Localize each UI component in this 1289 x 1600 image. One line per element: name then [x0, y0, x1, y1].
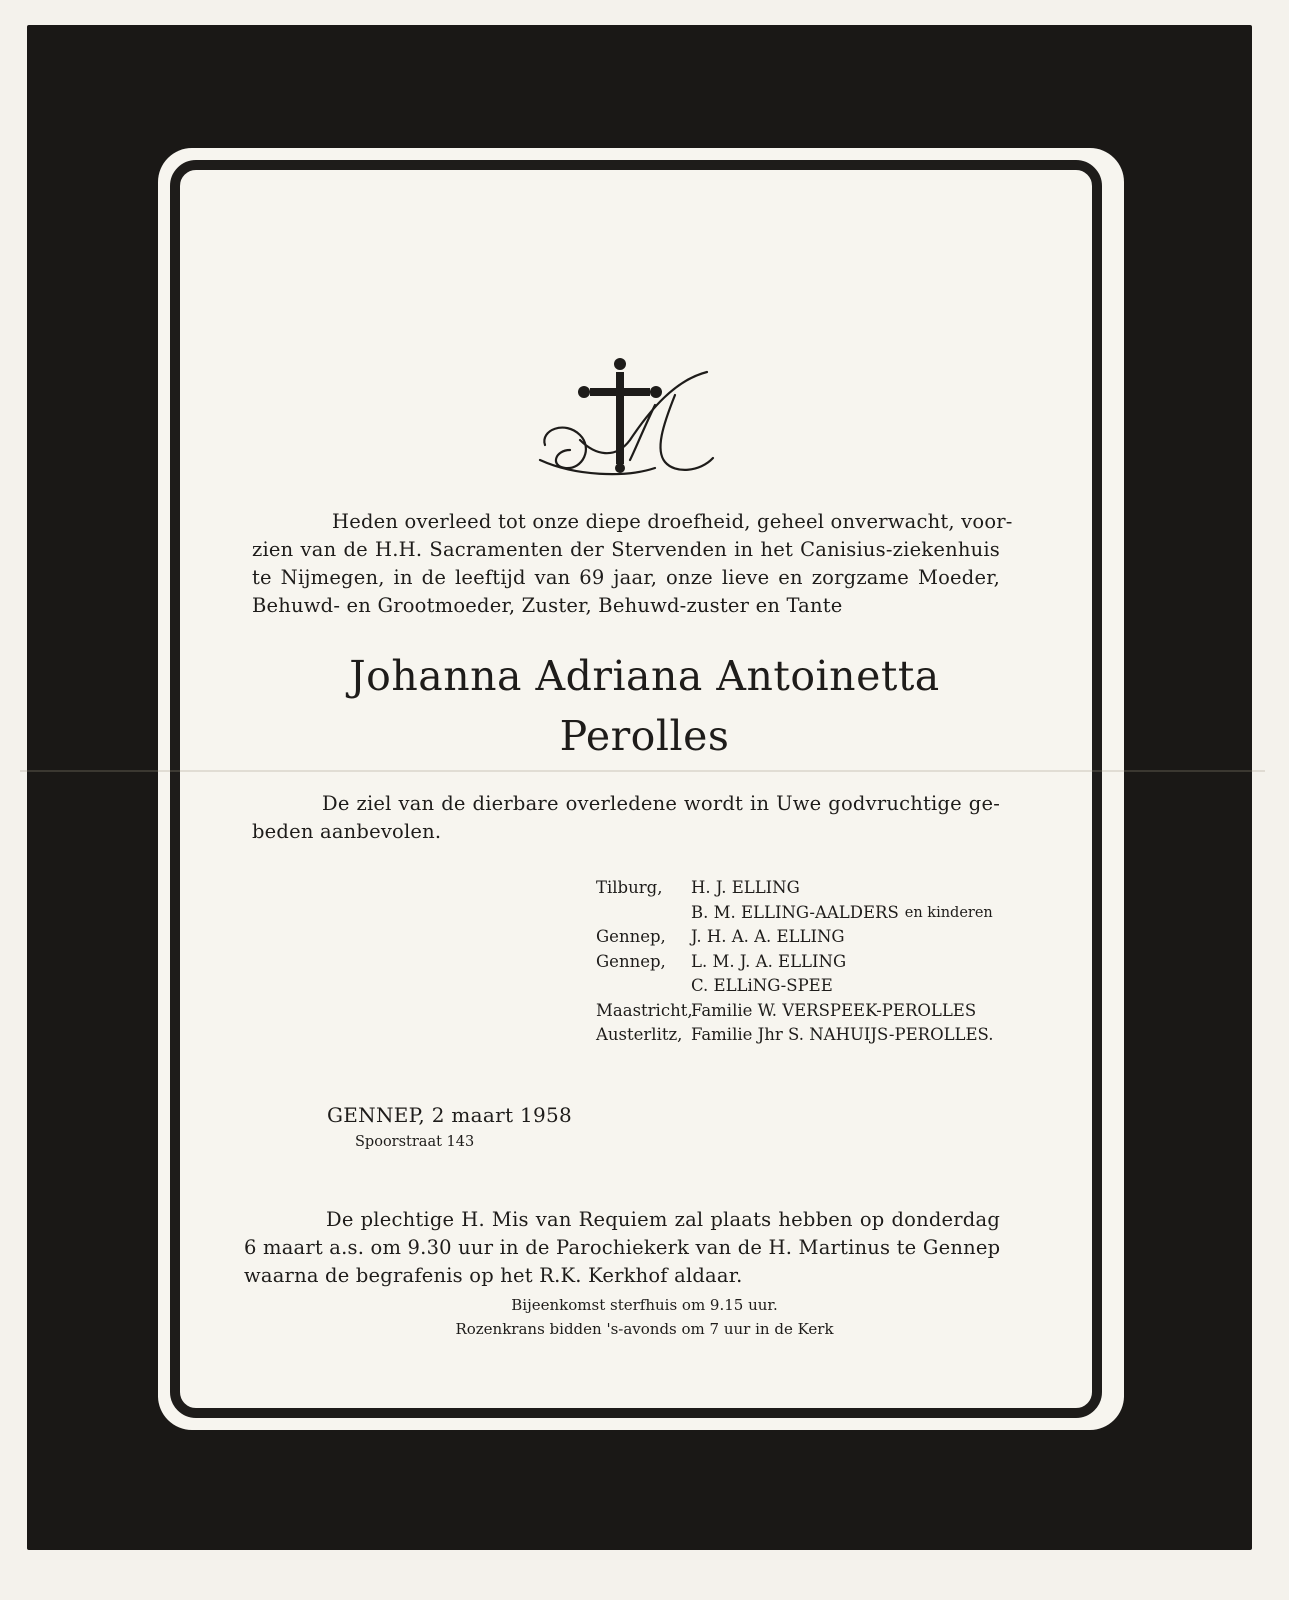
signer-place: Austerlitz,	[596, 1025, 683, 1044]
prayer-paragraph	[252, 790, 1000, 846]
signer-names: C. ELLiNG-SPEE	[691, 976, 833, 995]
signer-names: L. M. J. A. ELLING	[691, 951, 847, 971]
deceased-given-names: Johanna Adriana Antoinetta	[349, 652, 940, 700]
deceased-surname: Perolles	[559, 712, 730, 760]
rosary-note: Rozenkrans bidden 's-avonds om 7 uur in de Kerk	[455, 1320, 834, 1338]
gathering-note: Bijeenkomst sterfhuis om 9.15 uur.	[511, 1296, 778, 1314]
signer-names: B. M. ELLING-AALDERS	[691, 902, 899, 922]
signer-names: H. J. ELLING	[691, 878, 800, 897]
signer-place	[596, 901, 691, 926]
signer-names: J. H. A. A. ELLING	[691, 927, 845, 946]
prayer-line-2: beden aanbevolen.	[252, 820, 442, 843]
signers-list	[596, 876, 994, 1048]
script-m-icon	[540, 372, 713, 474]
signer-place: Tilburg,	[596, 878, 663, 897]
signer-row	[596, 1023, 994, 1048]
address: Spoorstraat 143	[355, 1134, 475, 1150]
signer-row	[596, 876, 994, 901]
intro-line-3: te Nijmegen, in de leeftijd van 69 jaar, onze lieve en zorgzame Moeder,	[252, 566, 1000, 589]
signer-place: Gennep,	[596, 927, 666, 946]
signer-row	[596, 999, 994, 1024]
signer-names: Familie W. VERSPEEK-PEROLLES	[691, 1000, 977, 1020]
cross-monogram-icon	[535, 350, 725, 485]
signer-suffix: en kinderen	[904, 904, 993, 921]
intro-line-4: Behuwd- en Grootmoeder, Zuster, Behuwd-zuster en Tante	[252, 594, 843, 617]
mass-line-1: De plechtige H. Mis van Requiem zal plaats hebben op donderdag	[326, 1208, 1000, 1231]
signer-row	[596, 974, 994, 999]
signer-row	[596, 925, 994, 950]
prayer-line-1: De ziel van de dierbare overledene wordt in Uwe godvruchtige ge-	[322, 792, 1000, 815]
fold-crease	[20, 770, 1265, 772]
intro-line-1: Heden overleed tot onze diepe droefheid, geheel onverwacht, voor-	[332, 510, 1013, 533]
signer-row	[596, 950, 994, 975]
signer-place: Maastricht,	[596, 1000, 693, 1020]
signer-row	[596, 901, 994, 926]
signer-names: Familie Jhr S. NAHUIJS-PEROLLES.	[691, 1025, 994, 1044]
place-date: GENNEP, 2 maart 1958	[327, 1103, 573, 1127]
signer-place: Gennep,	[596, 951, 666, 971]
mass-line-2: 6 maart a.s. om 9.30 uur in de Parochiekerk van de H. Martinus te Gennep	[244, 1236, 1001, 1259]
mass-paragraph	[244, 1206, 1000, 1290]
intro-line-2: zien van de H.H. Sacramenten der Stervenden in het Canisius-ziekenhuis	[252, 538, 1000, 561]
intro-paragraph	[252, 508, 1013, 620]
mass-line-3: waarna de begrafenis op het R.K. Kerkhof aldaar.	[244, 1264, 743, 1287]
signer-place	[596, 974, 691, 999]
